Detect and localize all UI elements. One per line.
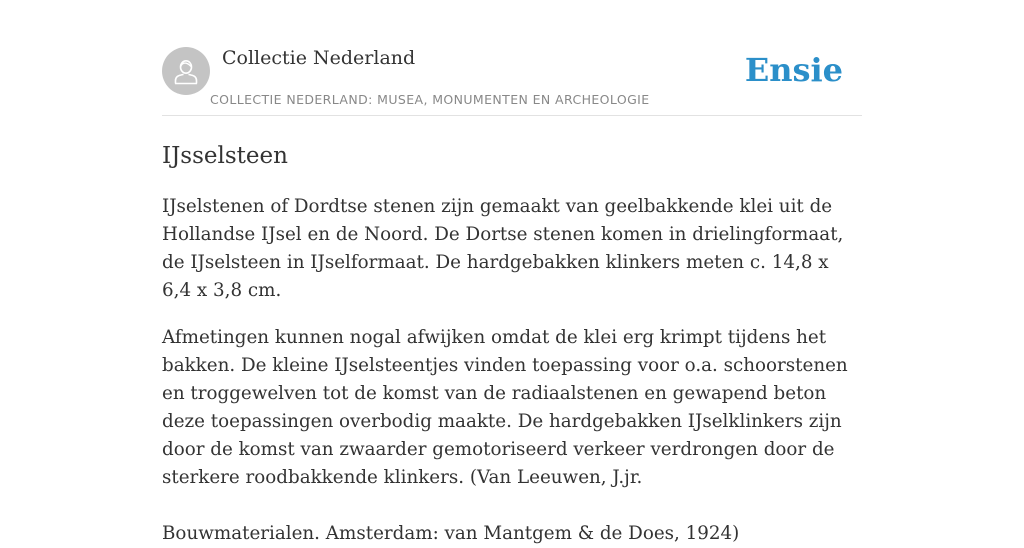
article-paragraph: Afmetingen kunnen nogal afwijken omdat de klei erg krimpt tijdens het bakken. De kleine IJselsteentjes vinden toepassing voor o.a. schoorstenen en troggewelven tot de komst van de radiaalstenen en gewapend beton deze toepassingen overbodig maakte. De hardgebakken IJselklinkers zijn door de komst van zwaarder gemotoriseerd verkeer verdrongen door de sterkere roodbakkende klinkers. (Van Leeuwen, J.jr.: [162, 327, 848, 488]
ensie-logo-link[interactable]: Ensie: [744, 51, 843, 89]
article-paragraph: Bouwmaterialen. Amsterdam: van Mantgem & de Does, 1924): [162, 523, 740, 544]
user-placeholder-icon: [171, 56, 201, 86]
article-paragraph: IJselstenen of Dordtse stenen zijn gemaakt van geelbakkende klei uit de Hollandse IJsel en de Noord. De Dortse stenen komen in drielingformaat, de IJselsteen in IJselformaat. De hardgebakken klinkers meten c. 14,8 x 6,4 x 3,8 cm.: [162, 196, 844, 301]
author-name-link[interactable]: Collectie Nederland: [222, 47, 416, 69]
article-title: IJsselsteen: [162, 143, 288, 169]
author-subtitle: COLLECTIE NEDERLAND: MUSEA, MONUMENTEN EN ARCHEOLOGIE: [210, 92, 650, 107]
content-container: [162, 0, 862, 548]
author-header: [162, 0, 862, 116]
avatar[interactable]: [162, 47, 210, 95]
